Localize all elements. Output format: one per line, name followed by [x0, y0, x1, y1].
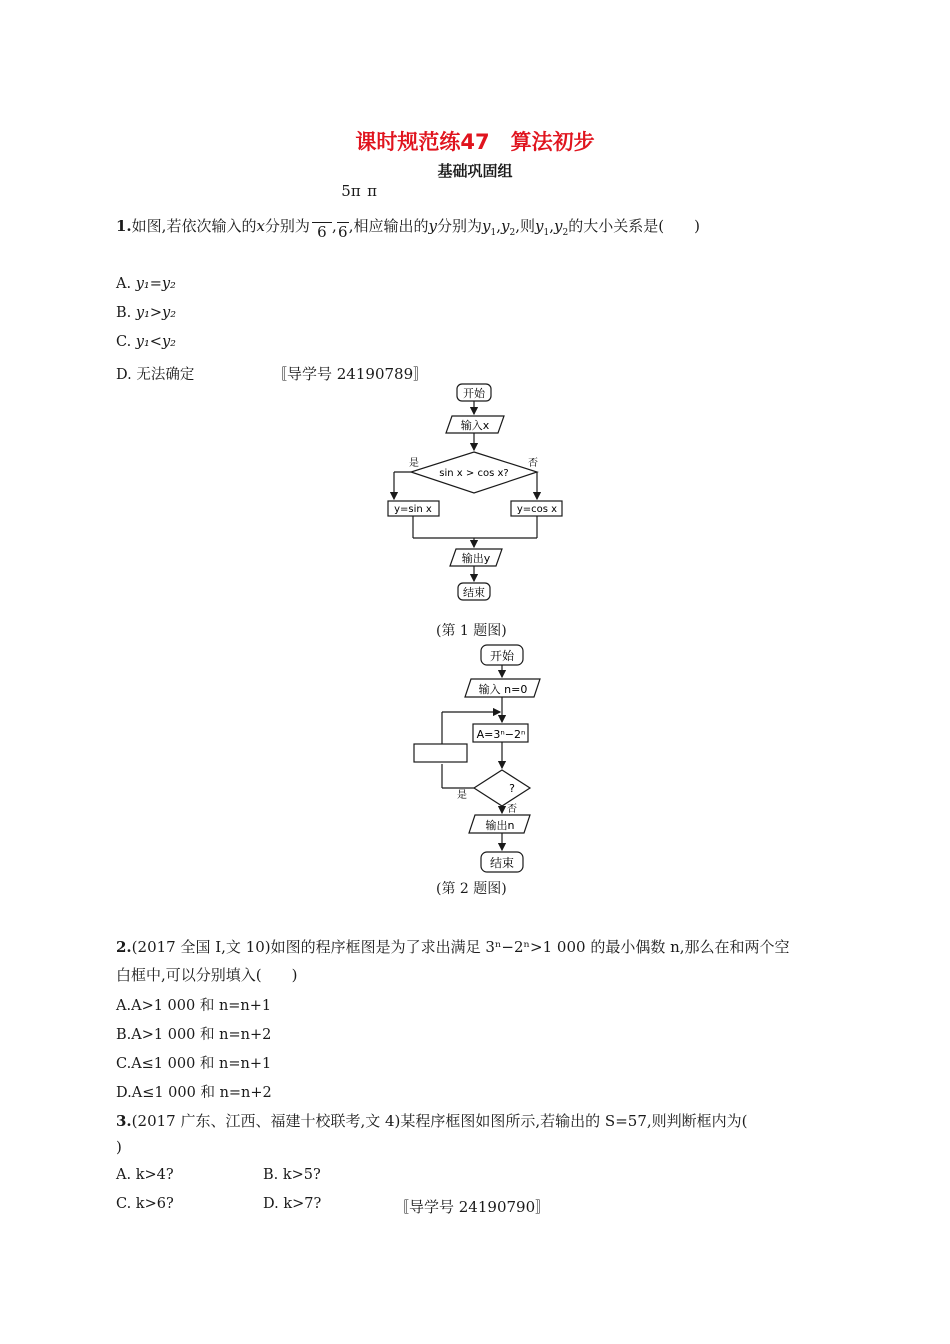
text: (2017 广东、江西、福建十校联考,文 4)某程序框图如图所示,若输出的 S=57,则判断框内为(: [131, 1112, 748, 1130]
blank-box: [414, 744, 467, 762]
yes-label: 是: [409, 458, 419, 469]
yes-label: 是: [457, 790, 467, 801]
var: y: [554, 217, 563, 235]
fraction-5pi-6: [338, 182, 364, 200]
option-text: y₁=y₂: [135, 276, 176, 292]
option-a: [116, 994, 271, 1015]
start-label: 开始: [489, 649, 515, 663]
option-label: A.: [116, 998, 132, 1014]
var: y: [482, 217, 491, 235]
page-title: 课时规范练47 算法初步: [355, 130, 595, 154]
comma: ,: [331, 217, 337, 235]
option-text: y₁<y₂: [135, 334, 176, 350]
option-label: A.: [116, 1167, 132, 1183]
option-text: k>5?: [282, 1167, 321, 1183]
option-text: k>7?: [283, 1196, 322, 1212]
option-c: [116, 1196, 174, 1212]
question-1-stem: 1.如图,若依次输入的x分别为 6 ,6,相应输出的y分别为$y_1,y_2$,则$y_1,y_2$的大小关系是( ): [116, 217, 700, 241]
no-label: 否: [528, 458, 538, 469]
option-label: C.: [116, 1056, 132, 1072]
question-number: 2.: [116, 938, 132, 956]
option-label: C.: [116, 1196, 132, 1212]
option-label: B.: [116, 1027, 132, 1043]
option-a: [116, 276, 176, 292]
input-label: 输入x: [460, 419, 490, 432]
option-label: D.: [116, 367, 132, 383]
fraction-numerator: 5π: [341, 182, 361, 200]
fraction-denominator: 6: [337, 223, 348, 241]
guide-number: 〚导学号 24190789〛: [272, 365, 429, 383]
end-label: 结束: [489, 856, 515, 870]
figure-1-caption: (第 1 题图): [436, 623, 507, 639]
question-number: 3.: [116, 1112, 132, 1130]
text: 如图,若依次输入的: [131, 217, 257, 235]
option-text: A>1 000 和 n=n+2: [131, 1027, 272, 1043]
option-c: [116, 334, 176, 350]
fraction-numerator: π: [367, 182, 377, 200]
option-label: D.: [116, 1085, 132, 1101]
option-d: [116, 363, 194, 384]
no-label: 否: [507, 804, 517, 815]
question-2-line-1: [116, 936, 790, 957]
question-2-line-2: 白框中,可以分别填入( ): [116, 966, 298, 984]
output-label: 输出n: [485, 819, 515, 832]
flowchart-2: [408, 640, 558, 880]
option-d: [263, 1196, 321, 1212]
text: 的大小关系是( ): [568, 217, 700, 235]
var: y: [428, 217, 437, 235]
option-d: [116, 1081, 272, 1102]
process-label: A=3ⁿ−2ⁿ: [476, 728, 526, 741]
section-subtitle: 基础巩固组: [437, 162, 513, 180]
option-text: k>6?: [135, 1196, 174, 1212]
option-text: A>1 000 和 n=n+1: [131, 998, 272, 1014]
option-b: [263, 1167, 321, 1183]
input-label: 输入 n=0: [478, 683, 528, 696]
option-label: B.: [116, 305, 132, 321]
text: ,相应输出的: [348, 217, 429, 235]
start-label: 开始: [463, 387, 485, 400]
option-text: y₁>y₂: [135, 305, 177, 321]
condition-diamond: [474, 770, 530, 806]
fraction-pi-6: [366, 182, 378, 200]
end-label: 结束: [463, 586, 485, 599]
option-text: 无法确定: [136, 367, 195, 383]
option-label: A.: [116, 276, 132, 292]
figure-2-caption: (第 2 题图): [436, 881, 507, 897]
option-c: [116, 1052, 271, 1073]
option-label: B.: [263, 1167, 279, 1183]
guide-number: 〚导学号 24190790〛: [394, 1198, 551, 1216]
condition-label: ?: [509, 782, 515, 795]
left-box-label: y=sin x: [394, 504, 432, 515]
option-b: [116, 1023, 271, 1044]
option-a: [116, 1167, 174, 1183]
question-number: 1.: [116, 217, 132, 235]
option-label: D.: [263, 1196, 279, 1212]
question-3-line-1: [116, 1110, 748, 1131]
var: x: [256, 217, 265, 235]
option-label: C.: [116, 334, 132, 350]
question-3-line-2: ): [116, 1138, 122, 1156]
text: 分别为: [264, 217, 310, 235]
var: y: [501, 217, 510, 235]
right-box-label: y=cos x: [516, 504, 558, 515]
fraction-denominator: 6: [312, 222, 332, 241]
text: ,则: [515, 217, 535, 235]
option-text: k>4?: [135, 1167, 174, 1183]
condition-label: sin x > cos x?: [439, 468, 509, 479]
output-label: 输出y: [461, 552, 491, 565]
option-b: [116, 305, 176, 321]
option-text: A≤1 000 和 n=n+2: [131, 1085, 272, 1101]
text: (2017 全国 Ⅰ,文 10)如图的程序框图是为了求出满足 3ⁿ−2ⁿ>1 000 的最小偶数 n,那么在和两个空: [131, 938, 790, 956]
flowchart-1: [380, 378, 570, 608]
var: y: [535, 217, 544, 235]
text: 分别为: [436, 217, 482, 235]
option-text: A≤1 000 和 n=n+1: [131, 1056, 272, 1072]
